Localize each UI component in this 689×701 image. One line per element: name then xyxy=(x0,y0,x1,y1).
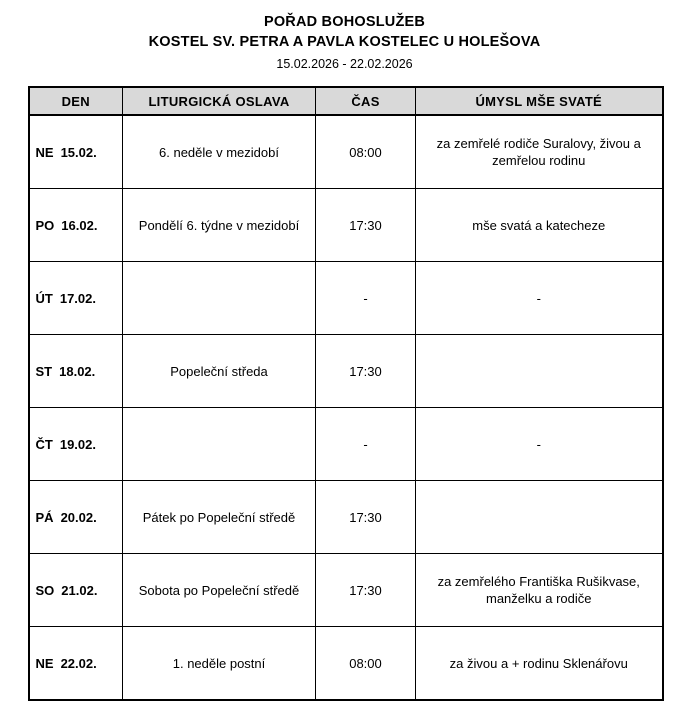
cell-day xyxy=(29,481,123,554)
column-header-cas: ČAS xyxy=(316,87,416,115)
cell-celebration xyxy=(123,408,316,481)
cell-intention: - xyxy=(416,408,663,481)
day-date: 16.02. xyxy=(61,217,98,233)
schedule-table-wrapper xyxy=(28,86,662,701)
day-name: ČT xyxy=(35,436,53,452)
table-body xyxy=(29,115,663,700)
document-header xyxy=(0,0,689,74)
day-date: 22.02. xyxy=(60,655,97,671)
table-row xyxy=(29,189,663,262)
cell-intention: za zemřelého Františka Rušikvase, manželku a rodiče xyxy=(416,554,663,627)
cell-day xyxy=(29,335,123,408)
cell-celebration xyxy=(123,262,316,335)
table-row xyxy=(29,115,663,189)
cell-celebration: Sobota po Popeleční středě xyxy=(123,554,316,627)
day-date: 21.02. xyxy=(61,582,98,598)
cell-day xyxy=(29,554,123,627)
day-date: 18.02. xyxy=(59,363,96,379)
cell-time: - xyxy=(316,262,416,335)
cell-celebration: 6. neděle v mezidobí xyxy=(123,115,316,189)
cell-time: - xyxy=(316,408,416,481)
cell-day xyxy=(29,189,123,262)
cell-celebration: Popeleční středa xyxy=(123,335,316,408)
column-header-umysl-mse-svate: ÚMYSL MŠE SVATÉ xyxy=(416,87,663,115)
day-name: NE xyxy=(35,144,54,160)
day-name: SO xyxy=(35,582,55,598)
cell-intention: mše svatá a katecheze xyxy=(416,189,663,262)
cell-intention: za zemřelé rodiče Suralovy, živou a zemřelou rodinu xyxy=(416,115,663,189)
cell-day xyxy=(29,262,123,335)
column-header-den: DEN xyxy=(29,87,123,115)
cell-time: 08:00 xyxy=(316,115,416,189)
page-title-line1: POŘAD BOHOSLUŽEB xyxy=(263,14,426,30)
table-row xyxy=(29,262,663,335)
table-row xyxy=(29,408,663,481)
page-title-line2: KOSTEL SV. PETRA A PAVLA KOSTELEC U HOLEŠOVA xyxy=(148,34,541,50)
day-date: 17.02. xyxy=(59,290,96,306)
day-name: NE xyxy=(35,655,54,671)
schedule-table xyxy=(28,86,664,701)
cell-celebration: Pondělí 6. týdne v mezidobí xyxy=(123,189,316,262)
cell-intention xyxy=(416,481,663,554)
cell-time: 17:30 xyxy=(316,481,416,554)
cell-day xyxy=(29,408,123,481)
cell-intention: za živou a + rodinu Sklenářovu xyxy=(416,627,663,701)
table-head xyxy=(29,87,663,115)
cell-day xyxy=(29,627,123,701)
cell-celebration: 1. neděle postní xyxy=(123,627,316,701)
day-date: 19.02. xyxy=(59,436,96,452)
cell-time: 17:30 xyxy=(316,189,416,262)
cell-time: 17:30 xyxy=(316,554,416,627)
date-range: 15.02.2026 - 22.02.2026 xyxy=(276,57,413,71)
column-header-liturgicka-oslava: LITURGICKÁ OSLAVA xyxy=(123,87,316,115)
cell-celebration: Pátek po Popeleční středě xyxy=(123,481,316,554)
cell-day xyxy=(29,115,123,189)
cell-intention: - xyxy=(416,262,663,335)
cell-time: 17:30 xyxy=(316,335,416,408)
day-name: ÚT xyxy=(35,290,53,306)
day-name: ST xyxy=(35,363,53,379)
table-header-row xyxy=(29,87,663,115)
table-row xyxy=(29,335,663,408)
table-row xyxy=(29,627,663,701)
cell-intention xyxy=(416,335,663,408)
cell-time: 08:00 xyxy=(316,627,416,701)
day-name: PÁ xyxy=(35,509,54,525)
table-row xyxy=(29,554,663,627)
day-date: 15.02. xyxy=(60,144,97,160)
day-date: 20.02. xyxy=(60,509,97,525)
table-row xyxy=(29,481,663,554)
day-name: PO xyxy=(35,217,55,233)
